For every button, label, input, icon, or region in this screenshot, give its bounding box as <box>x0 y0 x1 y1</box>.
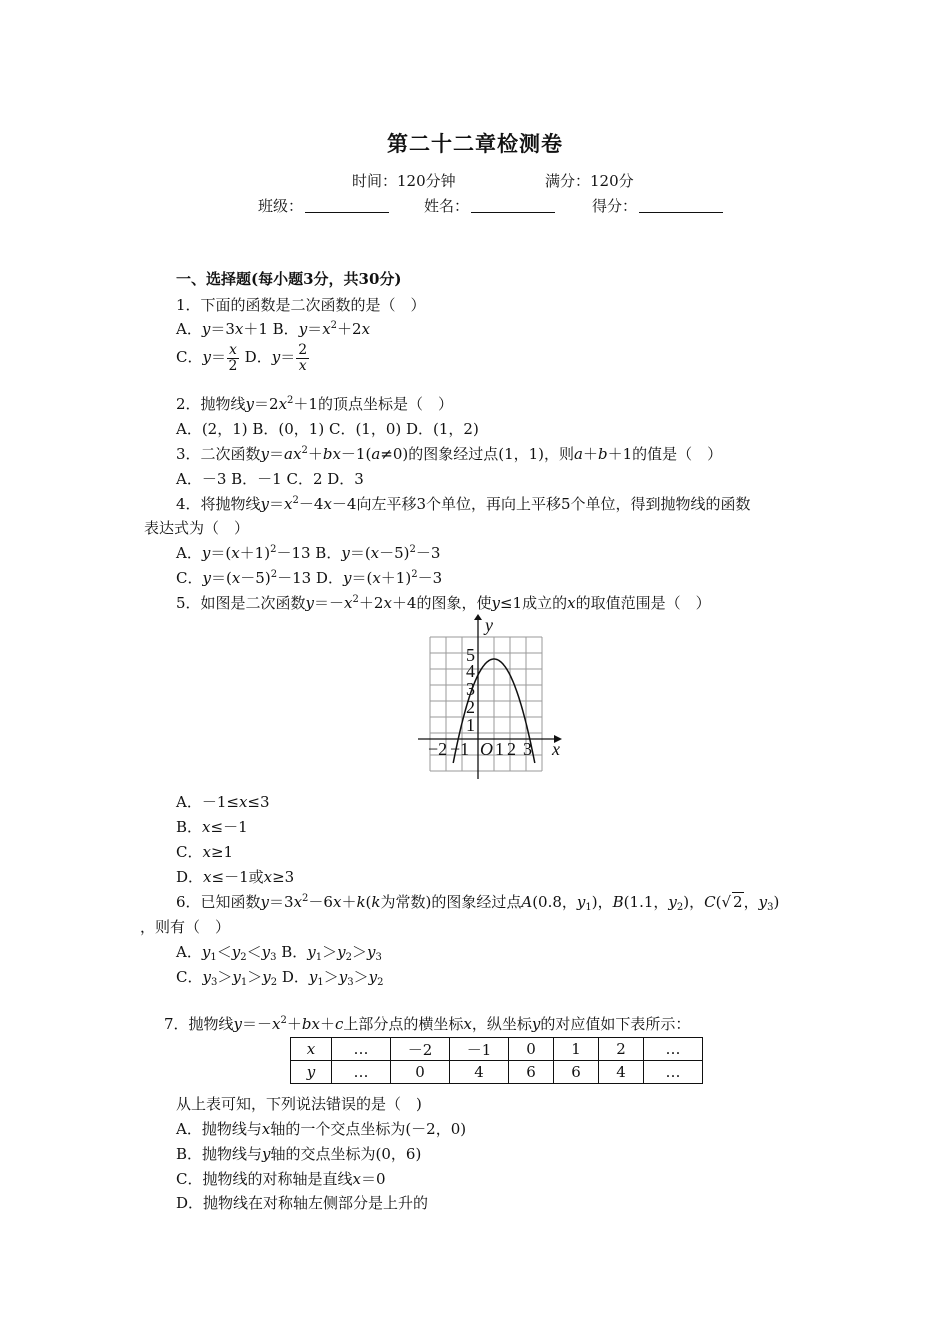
q3-options: A．－3 B．－1 C．2 D．3 <box>176 470 364 488</box>
class-blank[interactable] <box>305 198 389 213</box>
q5-stem: 5．如图是二次函数$y=-x^2+2x+4$的图象，使y≤1成立的x的取值范围是（ ） <box>176 594 711 612</box>
name-blank[interactable] <box>471 198 555 213</box>
table-cell: 2 <box>599 1038 644 1061</box>
x-tick-m1: −1 <box>450 739 470 759</box>
page-title: 第二十二章检测卷 <box>387 131 563 156</box>
table-cell: … <box>644 1061 703 1084</box>
q6-stem-line2: ，则有（ ） <box>140 918 231 936</box>
parabola-graph <box>416 614 576 779</box>
table-cell: 0 <box>391 1061 450 1084</box>
q6-stem: 6．已知函数$y=3x^2-6x+k(k$为常数)的图象经过点A(0.8，$y_1$)，B(1.1，$y_2$)，C(√ 2，$y_3$) <box>176 893 780 913</box>
fraction-x-over-2: $\frac{x}{2}$ <box>228 342 238 374</box>
table-cell: … <box>332 1061 391 1084</box>
q1-stem: 1．下面的函数是二次函数的是（ ） <box>176 296 426 314</box>
table-cell: 0 <box>509 1038 554 1061</box>
y-tick-4: 4 <box>466 661 475 681</box>
class-field <box>258 195 389 216</box>
x-tick-1: 1 <box>495 739 504 759</box>
grade-label: 得分： <box>592 197 638 215</box>
q4-options-cd: C．$y=(x-5)^2-13$ D．$y=(x+1)^2-3$ <box>176 569 443 587</box>
y-tick-1: 1 <box>466 715 475 735</box>
y-axis-arrow <box>474 614 482 620</box>
class-label: 班级： <box>258 197 304 215</box>
exam-time: 时间：120分钟 <box>352 172 456 190</box>
table-header-y: y <box>291 1061 332 1084</box>
x-axis-label: x <box>552 739 560 759</box>
y-tick-2: 2 <box>466 697 475 717</box>
q7-value-table <box>290 1037 703 1084</box>
q2-options: A．(2，1) B．(0，1) C．(1，0) D．(1，2) <box>176 420 479 438</box>
x-tick-m2: −2 <box>428 739 448 759</box>
origin-label: O <box>480 739 493 759</box>
y-axis-label: y <box>485 615 493 635</box>
q7-after-table: 从上表可知，下列说法错误的是（ ) <box>176 1095 422 1113</box>
q2-stem: 2．抛物线$y=2x^2+1$的顶点坐标是（ ） <box>176 395 453 413</box>
table-cell: 4 <box>599 1061 644 1084</box>
q4-stem: 4．将抛物线$y=x^2-4x-4$向左平移3个单位，再向上平移5个单位，得到抛物线的函数 <box>176 495 751 513</box>
q7-option-c: C．抛物线的对称轴是直线x＝0 <box>176 1170 386 1188</box>
exam-full-score: 满分：120分 <box>545 172 634 190</box>
q1-options-cd: C．y＝ $\frac{x}{2}$ D．y＝ $\frac{2}{x}$ <box>176 342 308 374</box>
q7-option-d: D．抛物线在对称轴左侧部分是上升的 <box>176 1194 429 1212</box>
name-field <box>424 195 555 216</box>
table-cell: －1 <box>450 1038 509 1061</box>
q5-option-d: D．x≤－1或x≥3 <box>176 868 295 886</box>
table-row <box>291 1061 703 1084</box>
name-label: 姓名： <box>424 197 470 215</box>
grade-blank[interactable] <box>639 198 723 213</box>
q6-options-cd: C．$y_3>y_1>y_2$ D．$y_1>y_3>y_2$ <box>176 968 384 988</box>
q4-options-ab: A．$y=(x+1)^2-13$ B．$y=(x-5)^2-3$ <box>176 544 441 562</box>
y-tick-3: 3 <box>466 679 475 699</box>
table-cell: 6 <box>554 1061 599 1084</box>
q5-option-b: B．x≤－1 <box>176 818 248 836</box>
table-cell: … <box>644 1038 703 1061</box>
x-tick-2: 2 <box>507 739 516 759</box>
y-tick-5: 5 <box>466 645 475 665</box>
q4-stem-line2: 表达式为（ ） <box>144 519 250 537</box>
grade-field <box>592 195 723 216</box>
table-cell: … <box>332 1038 391 1061</box>
table-cell: －2 <box>391 1038 450 1061</box>
q5-option-a: A．－1≤x≤3 <box>176 793 270 811</box>
section-1-title: 一、选择题(每小题3分，共30分) <box>176 270 402 288</box>
q6-options-ab: A．$y_1<y_2<y_3$ B．$y_1>y_2>y_3$ <box>176 943 382 963</box>
q5-option-c: C．x≥1 <box>176 843 234 861</box>
table-row <box>291 1038 703 1061</box>
table-cell: 1 <box>554 1038 599 1061</box>
x-tick-3: 3 <box>523 739 532 759</box>
q7-option-b: B．抛物线与y轴的交点坐标为(0，6) <box>176 1145 422 1163</box>
q7-stem: 7．抛物线$y=-x^2+bx+c$上部分点的横坐标x，纵坐标y的对应值如下表所示： <box>164 1015 691 1033</box>
fraction-2-over-x: $\frac{2}{x}$ <box>298 342 308 374</box>
table-header-x: x <box>291 1038 332 1061</box>
table-cell: 6 <box>509 1061 554 1084</box>
q1-options-ab: A．y＝3x＋1 B．$y=x^2+2x$ <box>176 320 371 338</box>
q3-stem: 3．二次函数$y=ax^2+bx-1(a\ne 0)$的图象经过点(1，1)，则a＋b＋1的值是（ ） <box>176 445 723 463</box>
q7-option-a: A．抛物线与x轴的一个交点坐标为(－2，0) <box>176 1120 467 1138</box>
table-cell: 4 <box>450 1061 509 1084</box>
